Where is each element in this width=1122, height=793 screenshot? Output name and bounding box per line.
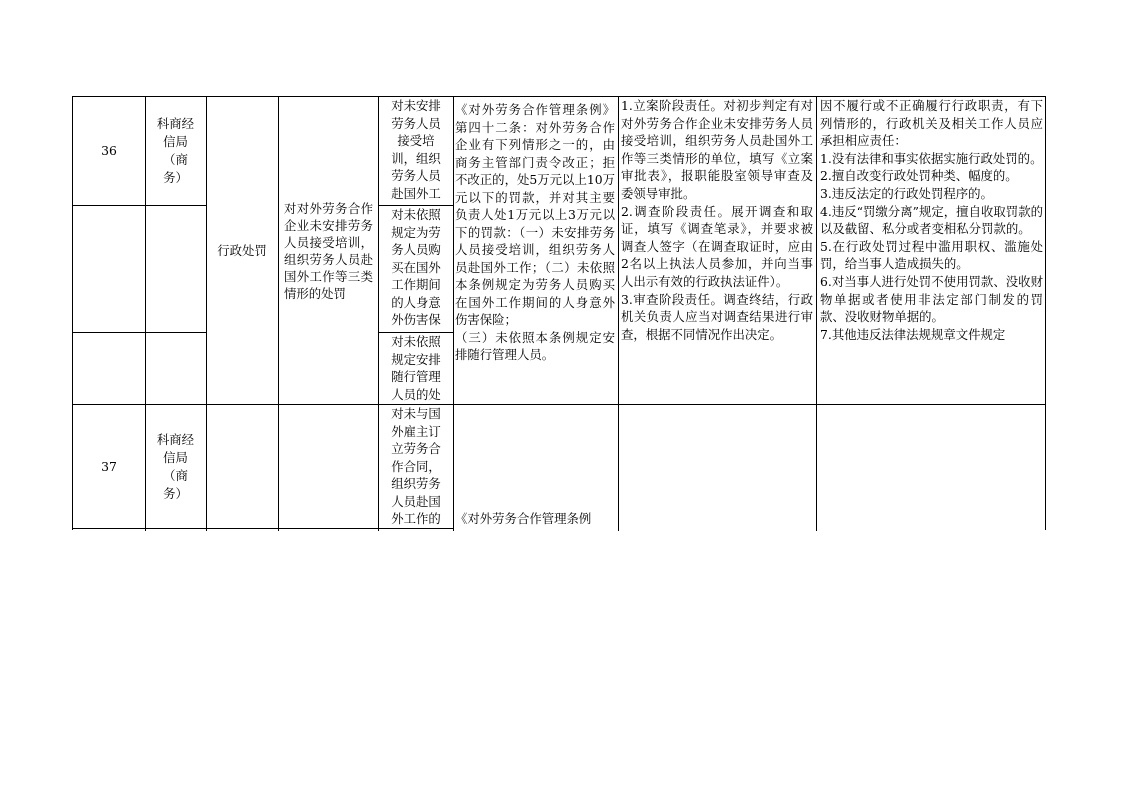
- responsibility-text: 1.立案阶段责任。对初步判定有对对外劳务合作企业未安排劳务人员接受培训，组织劳务人员赴国外工作等三类情形的单位，填写《立案审批表》，报职能股室领导审查及委领导审批。 2.调查阶段责任。展开调查和取证，填写《调查笔录》，并要求被调查人签字（在调查取证时，应由2名以上执法人员参加，并向当事人出示有效的行政执法证件）。 3.审查阶段责任。调查终结，行政机关负责人应当对调查结果进行审查，根据不同情况作出决定。: [621, 98, 813, 342]
- row-36-type: [206, 97, 278, 404]
- bottom-edge: [378, 528, 453, 529]
- row-divider: [73, 332, 206, 333]
- row-37-subitem: [379, 405, 453, 528]
- row-36-dept: [145, 97, 206, 205]
- row-36-basis: [454, 101, 618, 404]
- row-divider: [73, 404, 1045, 405]
- row-36-subitem-3: [379, 333, 453, 404]
- enforcement-table: [72, 96, 1046, 530]
- department-name: 科商经 信局 （商 务）: [156, 431, 195, 501]
- row-37-dept: [145, 405, 206, 528]
- legal-basis: 《对外劳务合作管理条例: [455, 511, 592, 526]
- accountability-text: 因不履行或不正确履行行政职责，有下列情形的，行政机关及相关工作人员应承担相应责任： 1.没有法律和事实依据实施行政处罚的。 2.擅自改变行政处罚种类、幅度的。 3.违反法定的行政处罚程序的。 4.违反“罚缴分离”规定，擅自收取罚款的以及截留、私分或者变相私分罚款的。 5.在行政处罚过程中滥用职权、滥施处罚，给当事人造成损失的。 6.对当事人进行处罚不使用罚款、没收财物单据或者使用非法定部门制发的罚款、没收财物单据的。 7.其他违反法律法规规章文件规定: [820, 98, 1043, 342]
- row-divider: [73, 205, 206, 206]
- legal-basis: 《对外劳务合作管理条例》第四十二条：对外劳务合作企业有下列情形之一的，由商务主管部门责令改正；拒不改正的，处5万元以上10万元以下的罚款，并对其主要负责人处1万元以上3万元以下的罚款：（一）未安排劳务人员接受培训，组织劳务人员赴国外工作；（二）未依照本条例规定为劳务人员购买在国外工作期间的人身意外伤害保险； （三）未依照本条例规定安排随行管理人员。: [455, 102, 615, 362]
- sub-item-text: 对未安排 劳务人员 接受培 训，组织 劳务人员 赴国外工: [391, 98, 441, 201]
- row-36-seq: [73, 97, 145, 205]
- power-type: 行政处罚: [217, 242, 267, 258]
- row-37-basis: [454, 511, 618, 529]
- seq-number: 37: [101, 458, 117, 474]
- item-name: 对对外劳务合作企业未安排劳务人员接受培训，组织劳务人员赴国外工作等三类情形的处罚: [284, 200, 373, 301]
- department-name: 科商经 信局 （商 务）: [156, 116, 195, 185]
- row-36-subitem-2: [379, 206, 453, 332]
- row-37-seq: [73, 405, 145, 528]
- row-36-duty: [619, 97, 816, 404]
- row-36-accountability: [817, 97, 1045, 404]
- sub-item-text: 对未依照 规定为劳 务人员购 买在国外 工作期间 的人身意 外伤害保: [391, 207, 441, 327]
- row-36-subitem-1: [379, 97, 453, 205]
- row-36-item-name: [279, 97, 377, 404]
- sub-item-text: 对未依照 规定安排 随行管理 人员的处: [391, 334, 441, 402]
- bottom-edge: [73, 528, 378, 529]
- seq-number: 36: [101, 143, 117, 158]
- sub-item-text: 对未与国 外雇主订 立劳务合 作合同， 组织劳务 人员赴国 外工作的: [391, 406, 441, 526]
